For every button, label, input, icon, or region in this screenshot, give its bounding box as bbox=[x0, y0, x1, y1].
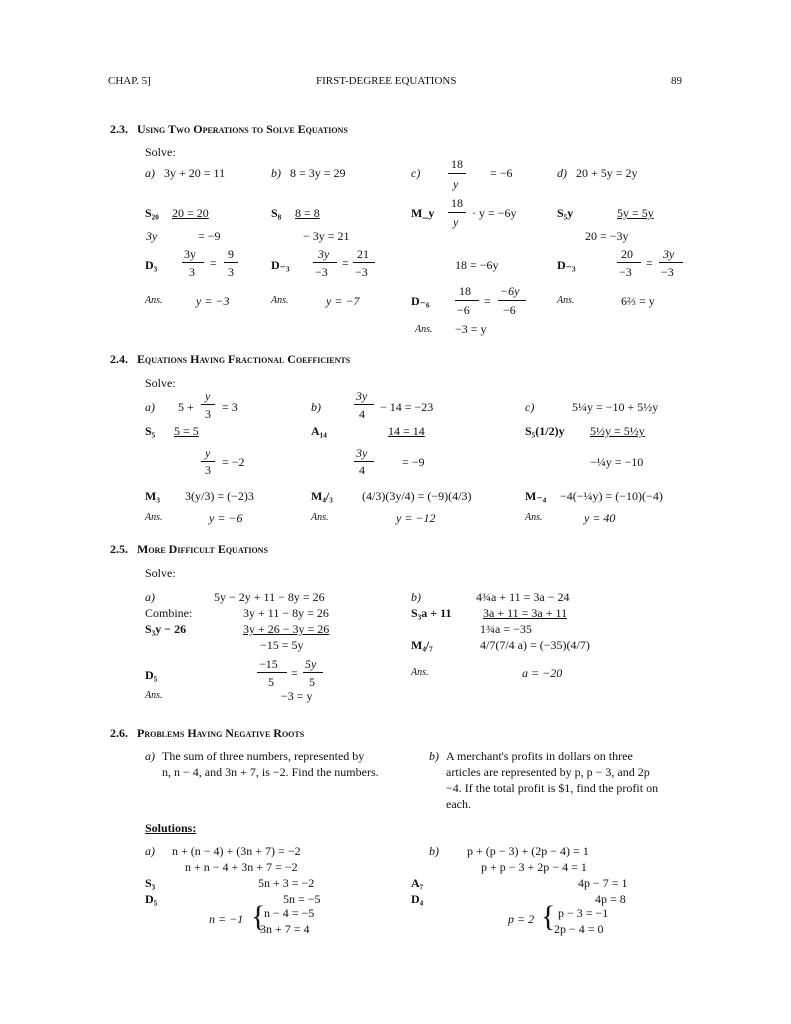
step-line: (4/3)(3y/4) = (−9)(4/3) bbox=[362, 489, 472, 503]
problem-text: n, n − 4, and 3n + 7, is −2. Find the numbers. bbox=[162, 765, 379, 779]
ans-label: Ans. bbox=[145, 512, 163, 523]
step-op: D₅ bbox=[145, 668, 158, 682]
section-2-3-heading bbox=[110, 122, 348, 137]
fraction-num: 3y bbox=[356, 389, 368, 403]
fraction-den: −6 bbox=[457, 303, 470, 317]
step-line: 18 = −6y bbox=[455, 258, 499, 272]
fraction-den: 3 bbox=[189, 265, 195, 279]
step-line: 3(y/3) = (−2)3 bbox=[185, 489, 254, 503]
combine-label: Combine: bbox=[145, 606, 193, 620]
step-line: − 3y = 21 bbox=[303, 229, 350, 243]
section-2-5-heading bbox=[110, 542, 268, 557]
step-op: D₋₃ bbox=[271, 258, 290, 272]
fraction-den: 3 bbox=[228, 265, 234, 279]
root-value: p = 2 bbox=[508, 912, 535, 926]
step-line: 3n + 7 = 4 bbox=[260, 922, 310, 936]
fraction-bar bbox=[354, 461, 374, 462]
step-op: M₄/₃ bbox=[311, 489, 333, 503]
step-op: S₅ bbox=[145, 424, 156, 438]
fraction-num: y bbox=[205, 446, 211, 460]
fraction-num: 5y bbox=[305, 657, 317, 671]
fraction-num: 9 bbox=[228, 247, 234, 261]
problem-d: d) 20 + 5y = 2y bbox=[557, 166, 638, 180]
fraction-den: 3 bbox=[205, 407, 211, 421]
answer: y = −12 bbox=[396, 511, 436, 525]
step-line: −4(−¼y) = (−10)(−4) bbox=[560, 489, 663, 503]
step-op: A₇ bbox=[411, 876, 424, 890]
problem-a-label: a) bbox=[145, 590, 155, 604]
step-line: 3a + 11 = 3a + 11 bbox=[483, 606, 568, 620]
problem-a-lhs: 5 + bbox=[178, 400, 194, 414]
problem-b-rhs: − 14 = −23 bbox=[380, 400, 434, 414]
running-head-title: FIRST-DEGREE EQUATIONS bbox=[316, 75, 457, 87]
step-line: 3y + 26 − 3y = 26 bbox=[243, 622, 330, 636]
problem-b-label: b) bbox=[411, 590, 421, 604]
section-2-6-heading bbox=[110, 726, 304, 741]
section-title: More Difficult Equations bbox=[137, 542, 268, 556]
step-line: 5n = −5 bbox=[283, 892, 321, 906]
section-title: Using Two Operations to Solve Equations bbox=[137, 122, 348, 136]
fraction-den: −3 bbox=[661, 265, 674, 279]
problem-b-label: b) bbox=[429, 749, 439, 763]
problem-c-label: c) bbox=[525, 400, 535, 414]
solve-label: Solve: bbox=[145, 145, 176, 159]
problem-b-label: b) bbox=[311, 400, 321, 414]
section-number: 2.6. bbox=[110, 726, 128, 740]
step-op: S₃y − 26 bbox=[145, 622, 187, 636]
fraction-num: 3y bbox=[318, 247, 330, 261]
equals: = bbox=[484, 294, 491, 308]
step-line: 3y bbox=[146, 229, 158, 243]
answer: y = −6 bbox=[209, 511, 243, 525]
solutions-label: Solutions: bbox=[145, 821, 197, 835]
step-line: n + (n − 4) + (3n + 7) = −2 bbox=[172, 844, 301, 858]
step-line: −¼y = −10 bbox=[590, 455, 644, 469]
answer: y = −7 bbox=[326, 294, 360, 308]
equals: = bbox=[291, 666, 298, 680]
fraction-bar bbox=[617, 262, 641, 263]
step-line: −15 = 5y bbox=[260, 638, 304, 652]
step-line: 5y = 5y bbox=[617, 206, 654, 220]
step-op: S₂₀ bbox=[145, 206, 159, 220]
running-head-chapter: CHAP. 5] bbox=[108, 75, 151, 87]
answer: y = −3 bbox=[196, 294, 230, 308]
section-2-4-heading bbox=[110, 352, 350, 367]
step-op: S₅y bbox=[557, 206, 574, 220]
section-number: 2.5. bbox=[110, 542, 128, 556]
fraction-num: 21 bbox=[357, 247, 369, 261]
problem-a-label: a) bbox=[145, 400, 155, 414]
problem-text: each. bbox=[446, 797, 471, 811]
fraction-bar bbox=[448, 212, 466, 213]
step-line: 8 = 8 bbox=[295, 206, 320, 220]
answer: −3 = y bbox=[281, 689, 313, 703]
equals: = bbox=[646, 256, 653, 270]
step-op: M_y bbox=[411, 206, 435, 220]
fraction-den: 5 bbox=[309, 675, 315, 689]
step-line: = −9 bbox=[402, 455, 425, 469]
step-line: 20 = 20 bbox=[172, 206, 209, 220]
step-op: S₅(1/2)y bbox=[525, 424, 565, 438]
fraction-den: −3 bbox=[315, 265, 328, 279]
step-line: 5 = 5 bbox=[174, 424, 199, 438]
step-line: 14 = 14 bbox=[388, 424, 425, 438]
ans-label: Ans. bbox=[271, 295, 289, 306]
fraction-num: 3y bbox=[184, 247, 196, 261]
problem-text: articles are represented by p, p − 3, and 2p bbox=[446, 765, 650, 779]
problem-c-rhs: = −6 bbox=[490, 166, 513, 180]
step-op: D₄ bbox=[411, 892, 424, 906]
fraction-num: 20 bbox=[621, 247, 633, 261]
problem-text: The sum of three numbers, represented by bbox=[162, 749, 365, 763]
step-op: S₃ bbox=[145, 876, 156, 890]
answer: 6⅔ = y bbox=[621, 294, 655, 308]
solution-b-label: b) bbox=[429, 844, 439, 858]
fraction-bar bbox=[201, 404, 215, 405]
equals: = bbox=[342, 256, 349, 270]
answer: −3 = y bbox=[455, 322, 487, 336]
problem-b-eq: 4¾a + 11 = 3a − 24 bbox=[476, 590, 570, 604]
fraction-bar bbox=[498, 300, 526, 301]
problem-c-denominator: y bbox=[453, 177, 459, 191]
fraction-bar bbox=[455, 300, 479, 301]
problem-text: −4. If the total profit is $1, find the profit on bbox=[446, 781, 659, 795]
step-line: 4p − 7 = 1 bbox=[578, 876, 628, 890]
fraction-num: 18 bbox=[459, 284, 471, 298]
solution-a-label: a) bbox=[145, 844, 155, 858]
step-line: 3y + 11 − 8y = 26 bbox=[243, 606, 329, 620]
step-op: A₁₄ bbox=[311, 424, 327, 438]
fraction-den: y bbox=[453, 215, 459, 229]
step-line: p − 3 = −1 bbox=[558, 906, 609, 920]
step-line: 1¾a = −35 bbox=[480, 622, 532, 636]
fraction-den: −6 bbox=[503, 303, 516, 317]
fraction-bar bbox=[313, 262, 337, 263]
step-line: p + p − 3 + 2p − 4 = 1 bbox=[481, 860, 587, 874]
fraction-bar bbox=[224, 262, 238, 263]
section-number: 2.3. bbox=[110, 122, 128, 136]
left-brace: { bbox=[541, 900, 556, 933]
fraction-den: −3 bbox=[355, 265, 368, 279]
step-op: S₈ bbox=[271, 206, 282, 220]
problem-c-numerator: 18 bbox=[451, 157, 463, 171]
step-line: n + n − 4 + 3n + 7 = −2 bbox=[185, 860, 298, 874]
problem-b: b) 8 = 3y = 29 bbox=[271, 166, 346, 180]
ans-label: Ans. bbox=[557, 295, 575, 306]
step-op: D₋₆ bbox=[411, 294, 430, 308]
ans-label: Ans. bbox=[145, 690, 163, 701]
fraction-bar bbox=[201, 461, 215, 462]
section-title: Problems Having Negative Roots bbox=[137, 726, 305, 740]
problem-a-rhs: = 3 bbox=[222, 400, 238, 414]
step-op: M₃ bbox=[145, 489, 160, 503]
fraction-num: y bbox=[205, 389, 211, 403]
section-number: 2.4. bbox=[110, 352, 128, 366]
ans-label: Ans. bbox=[525, 512, 543, 523]
fraction-den: −3 bbox=[619, 265, 632, 279]
fraction-num: −15 bbox=[259, 657, 278, 671]
answer: a = −20 bbox=[522, 666, 563, 680]
ans-label: Ans. bbox=[411, 667, 429, 678]
fraction-num: 18 bbox=[451, 196, 463, 210]
step-op: D₋₃ bbox=[557, 258, 576, 272]
fraction-den: 4 bbox=[359, 407, 365, 421]
left-brace: { bbox=[251, 900, 266, 933]
step-line: p + (p − 3) + (2p − 4) = 1 bbox=[467, 844, 589, 858]
step-line: n − 4 = −5 bbox=[264, 906, 315, 920]
page-number: 89 bbox=[671, 75, 682, 87]
fraction-den: 3 bbox=[205, 463, 211, 477]
equals: = bbox=[210, 256, 217, 270]
step-line: 2p − 4 = 0 bbox=[554, 922, 604, 936]
fraction-bar bbox=[659, 262, 683, 263]
step-line: 4p = 8 bbox=[595, 892, 626, 906]
step-line: = −9 bbox=[198, 229, 221, 243]
step-line: 5½y = 5½y bbox=[590, 424, 645, 438]
fraction-den: 5 bbox=[268, 675, 274, 689]
fraction-num: −6y bbox=[500, 284, 520, 298]
problem-text: A merchant's profits in dollars on three bbox=[446, 749, 633, 763]
problem-c-eq: 5¼y = −10 + 5½y bbox=[572, 400, 659, 414]
problem-a: a) 3y + 20 = 11 bbox=[145, 166, 226, 180]
step-op: M₋₄ bbox=[525, 489, 547, 503]
step-op: D₅ bbox=[145, 892, 158, 906]
fraction-bar bbox=[182, 262, 204, 263]
fraction-bar bbox=[303, 672, 323, 673]
problem-a-eq: 5y − 2y + 11 − 8y = 26 bbox=[214, 590, 325, 604]
answer: y = 40 bbox=[584, 511, 616, 525]
problem-a-label: a) bbox=[145, 749, 155, 763]
ans-label: Ans. bbox=[415, 324, 433, 335]
section-title: Equations Having Fractional Coefficients bbox=[137, 352, 351, 366]
fraction-bar bbox=[257, 672, 287, 673]
step-line: 4/7(7/4 a) = (−35)(4/7) bbox=[480, 638, 590, 652]
fraction-bar bbox=[353, 262, 375, 263]
fraction-num: 3y bbox=[356, 446, 368, 460]
step-op: D₃ bbox=[145, 258, 158, 272]
solve-label: Solve: bbox=[145, 566, 176, 580]
ans-label: Ans. bbox=[145, 295, 163, 306]
solve-label: Solve: bbox=[145, 376, 176, 390]
fraction-num: 3y bbox=[663, 247, 675, 261]
ans-label: Ans. bbox=[311, 512, 329, 523]
fraction-bar bbox=[354, 404, 374, 405]
step-op: S₃a + 11 bbox=[411, 606, 452, 620]
step-line: = −2 bbox=[222, 455, 245, 469]
step-line: · y = −6y bbox=[472, 206, 517, 220]
root-value: n = −1 bbox=[209, 912, 244, 926]
fraction-bar bbox=[448, 173, 466, 174]
fraction-den: 4 bbox=[359, 463, 365, 477]
problem-c-label: c) bbox=[411, 166, 421, 180]
step-op: M₄/₇ bbox=[411, 638, 433, 652]
step-line: 5n + 3 = −2 bbox=[258, 876, 315, 890]
step-line: 20 = −3y bbox=[585, 229, 629, 243]
